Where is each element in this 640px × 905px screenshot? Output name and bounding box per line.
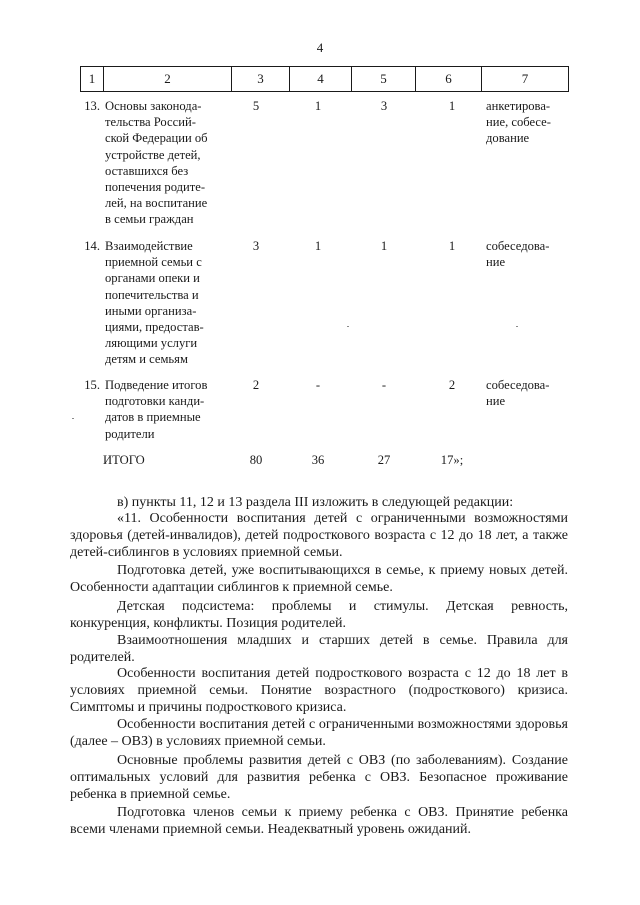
body-paragraph: Подготовка детей, уже воспитывающихся в семье, к приему новых детей. Особенности адаптации сиблингов к приемной семье.: [70, 563, 568, 595]
page-number: 4: [316, 40, 324, 55]
topic-line: приемной семьи с: [105, 255, 202, 270]
topic-line: устройстве детей,: [105, 147, 201, 162]
body-paragraph: Особенности воспитания детей подросткового возраста с 12 до 18 лет в условиях приемной семьи. Понятие возрастного (подросткового) кризиса. Симптомы и причины подросткового кризиса.: [70, 666, 568, 715]
hours-col-5: 1: [380, 239, 388, 253]
table-header: [80, 66, 569, 92]
scan-speck: [72, 418, 74, 419]
header-col-3: 3: [231, 67, 289, 91]
hours-col-4: 1: [314, 239, 322, 253]
header-col-4: 4: [289, 67, 351, 91]
topic-line: подготовки канди-: [105, 394, 205, 409]
header-col-7: 7: [481, 67, 568, 91]
topic-line: родители: [105, 426, 155, 441]
total-col-5: 27: [377, 453, 391, 467]
topic-line: Взаимодействие: [105, 239, 193, 253]
control-form-line: ние: [486, 394, 506, 409]
header-col-5: 5: [351, 67, 415, 91]
body-paragraph: Детская подсистема: проблемы и стимулы. Детская ревность, конкуренция, конфликты. Позиция родителей.: [70, 599, 568, 631]
topic-line: иными организа-: [105, 303, 197, 318]
control-form-line: собеседова-: [486, 378, 550, 392]
row-topic: [105, 98, 229, 228]
scan-speck: [516, 326, 518, 327]
hours-col-4: -: [315, 378, 321, 392]
control-form-line: дование: [486, 131, 530, 146]
row-topic: [105, 238, 229, 368]
control-form-line: ние, собесе-: [486, 115, 551, 130]
topic-line: органами опеки и: [105, 271, 200, 286]
total-col-4: 36: [311, 453, 325, 467]
control-form: [486, 98, 568, 147]
body-paragraph: «11. Особенности воспитания детей с ограниченными возможностями здоровья (детей-инвалидов), детей подросткового возраста с 12 до 18 лет, а также детей-сиблингов в условиях приемной семьи.: [70, 511, 568, 560]
hours-col-6: 2: [448, 378, 456, 392]
scan-speck: [347, 326, 349, 327]
topic-line: оставшихся без: [105, 163, 189, 178]
hours-col-5: -: [381, 378, 387, 392]
control-form-line: анкетирова-: [486, 99, 551, 113]
header-col-6: 6: [415, 67, 481, 91]
control-form-line: ние: [486, 255, 506, 270]
amendment-intro: в) пункты 11, 12 и 13 раздела III изложить в следующей редакции:: [117, 495, 514, 510]
body-paragraph: Основные проблемы развития детей с ОВЗ (по заболеваниям). Создание оптимальных условий для развития ребенка с ОВЗ. Безопасное проживание ребенка в приемной семье.: [70, 753, 568, 802]
total-col-6: 17»;: [440, 453, 464, 467]
row-topic: [105, 377, 229, 442]
body-paragraph: Подготовка членов семьи к приему ребенка с ОВЗ. Принятие ребенка всеми членами приемной семьи. Неадекватный уровень ожиданий.: [70, 805, 568, 837]
hours-col-3: 2: [252, 378, 260, 392]
row-number: 15.: [84, 378, 100, 392]
header-col-2: 2: [103, 67, 231, 91]
topic-line: тельства Россий-: [105, 115, 196, 130]
topic-line: попечительства и: [105, 287, 199, 302]
hours-col-4: 1: [314, 99, 322, 113]
total-col-3: 80: [249, 453, 263, 467]
hours-col-3: 5: [252, 99, 260, 113]
hours-col-6: 1: [448, 239, 456, 253]
row-number: 13.: [84, 99, 100, 113]
topic-line: датов в приемные: [105, 410, 201, 425]
topic-line: ляющими услуги: [105, 336, 198, 351]
topic-line: попечения родите-: [105, 180, 206, 195]
header-col-1: 1: [88, 71, 96, 86]
body-paragraph: Взаимоотношения младших и старших детей в семье. Правила для родителей.: [70, 633, 568, 665]
topic-line: детям и семьям: [105, 352, 188, 367]
topic-line: в семьи граждан: [105, 212, 194, 227]
topic-line: ской Федерации об: [105, 131, 208, 146]
topic-line: Основы законода-: [105, 99, 202, 113]
hours-col-6: 1: [448, 99, 456, 113]
row-number: 14.: [84, 239, 100, 253]
control-form-line: собеседова-: [486, 239, 550, 253]
hours-col-3: 3: [252, 239, 260, 253]
control-form: [486, 238, 568, 270]
control-form: [486, 377, 568, 409]
topic-line: циями, предостав-: [105, 320, 204, 335]
total-label: ИТОГО: [103, 453, 145, 467]
topic-line: Подведение итогов: [105, 378, 208, 392]
body-paragraph: Особенности воспитания детей с ограниченными возможностями здоровья (далее – ОВЗ) в условиях приемной семьи.: [70, 717, 568, 749]
topic-line: лей, на воспитание: [105, 196, 208, 211]
hours-col-5: 3: [380, 99, 388, 113]
